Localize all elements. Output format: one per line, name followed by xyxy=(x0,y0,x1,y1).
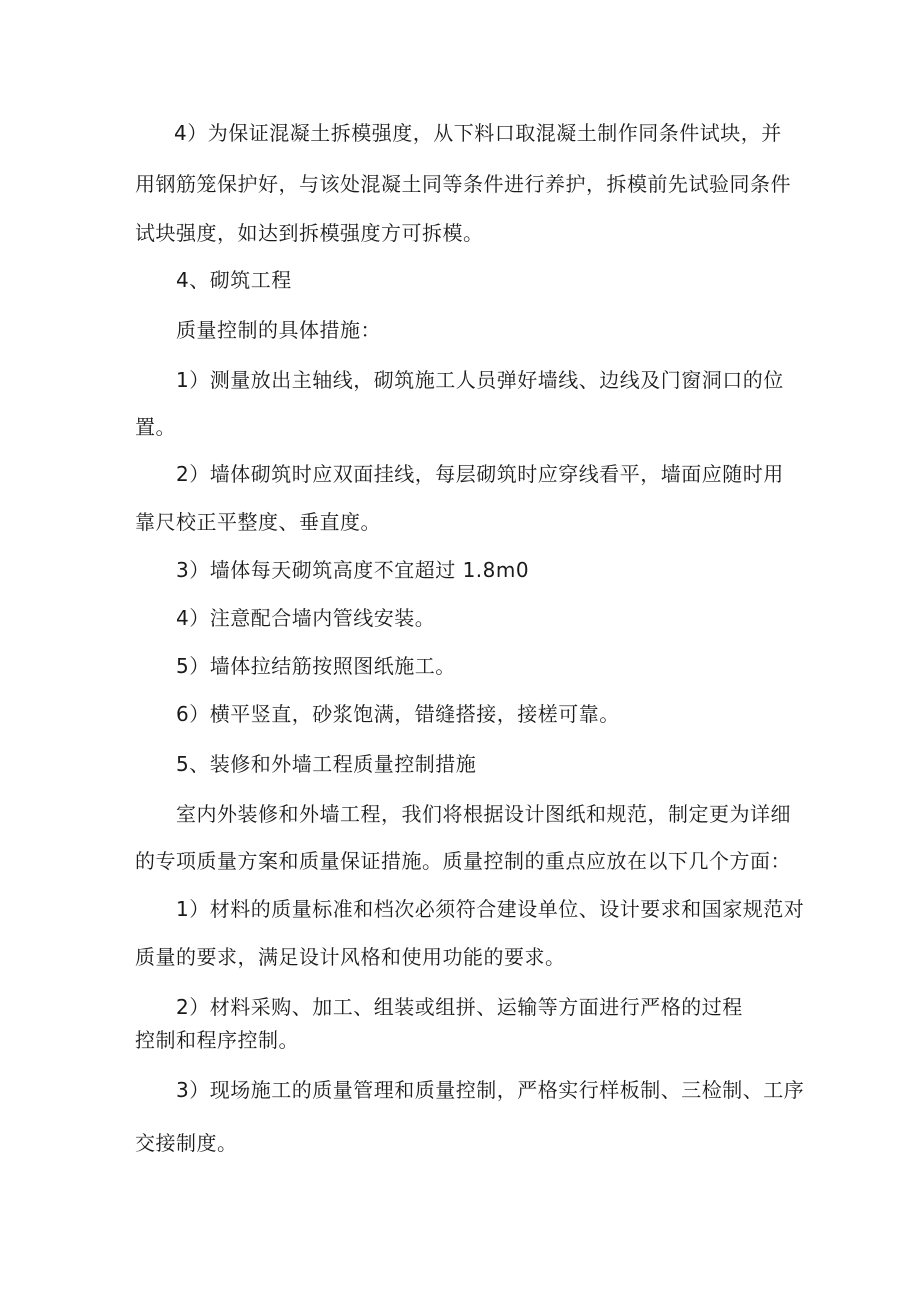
masonry-item-2-line-1: 2）墙体砌筑时应双面挂线，每层砌筑时应穿线看平，墙面应随时用 xyxy=(176,462,784,486)
decoration-item-3-line-1: 3）现场施工的质量管理和质量控制，严格实行样板制、三检制、工序 xyxy=(176,1078,805,1102)
masonry-item-2-line-2: 靠尺校正平整度、垂直度。 xyxy=(135,510,381,534)
masonry-item-1-line-2: 置。 xyxy=(135,415,176,439)
masonry-item-3: 3）墙体每天砌筑高度不宜超过 1.8m0 xyxy=(176,558,530,582)
section-heading-masonry: 4、砌筑工程 xyxy=(176,268,292,292)
decoration-intro-line-1: 室内外装修和外墙工程，我们将根据设计图纸和规范，制定更为详细 xyxy=(176,802,791,826)
decoration-item-2-line-2: 控制和程序控制。 xyxy=(135,1028,299,1052)
paragraph-1-line-3: 试块强度，如达到拆模强度方可拆模。 xyxy=(135,221,484,245)
decoration-item-1-line-1: 1）材料的质量标准和档次必须符合建设单位、设计要求和国家规范对 xyxy=(176,897,805,921)
paragraph-1-line-2: 用钢筋笼保护好，与该处混凝土同等条件进行养护，拆模前先试验同条件 xyxy=(135,172,791,196)
section-heading-decoration: 5、装修和外墙工程质量控制措施 xyxy=(176,752,477,776)
paragraph-1-line-1: 4）为保证混凝土拆模强度，从下料口取混凝土制作同条件试块，并 xyxy=(174,121,782,145)
masonry-item-5: 5）墙体拉结筋按照图纸施工。 xyxy=(176,654,456,678)
masonry-item-1-line-1: 1）测量放出主轴线，砌筑施工人员弹好墙线、边线及门窗洞口的位 xyxy=(176,368,784,392)
masonry-item-6: 6）横平竖直，砂浆饱满，错缝搭接，接槎可靠。 xyxy=(176,702,620,726)
decoration-intro-line-2: 的专项质量方案和质量保证措施。质量控制的重点应放在以下几个方面： xyxy=(135,849,791,873)
masonry-item-4: 4）注意配合墙内管线安装。 xyxy=(176,606,436,630)
decoration-item-1-line-2: 质量的要求，满足设计风格和使用功能的要求。 xyxy=(135,945,566,969)
paragraph-quality-measures-intro: 质量控制的具体措施： xyxy=(176,318,381,342)
decoration-item-3-line-2: 交接制度。 xyxy=(135,1131,238,1155)
decoration-item-2-line-1: 2）材料采购、加工、组装或组拼、运输等方面进行严格的过程 xyxy=(176,995,743,1019)
